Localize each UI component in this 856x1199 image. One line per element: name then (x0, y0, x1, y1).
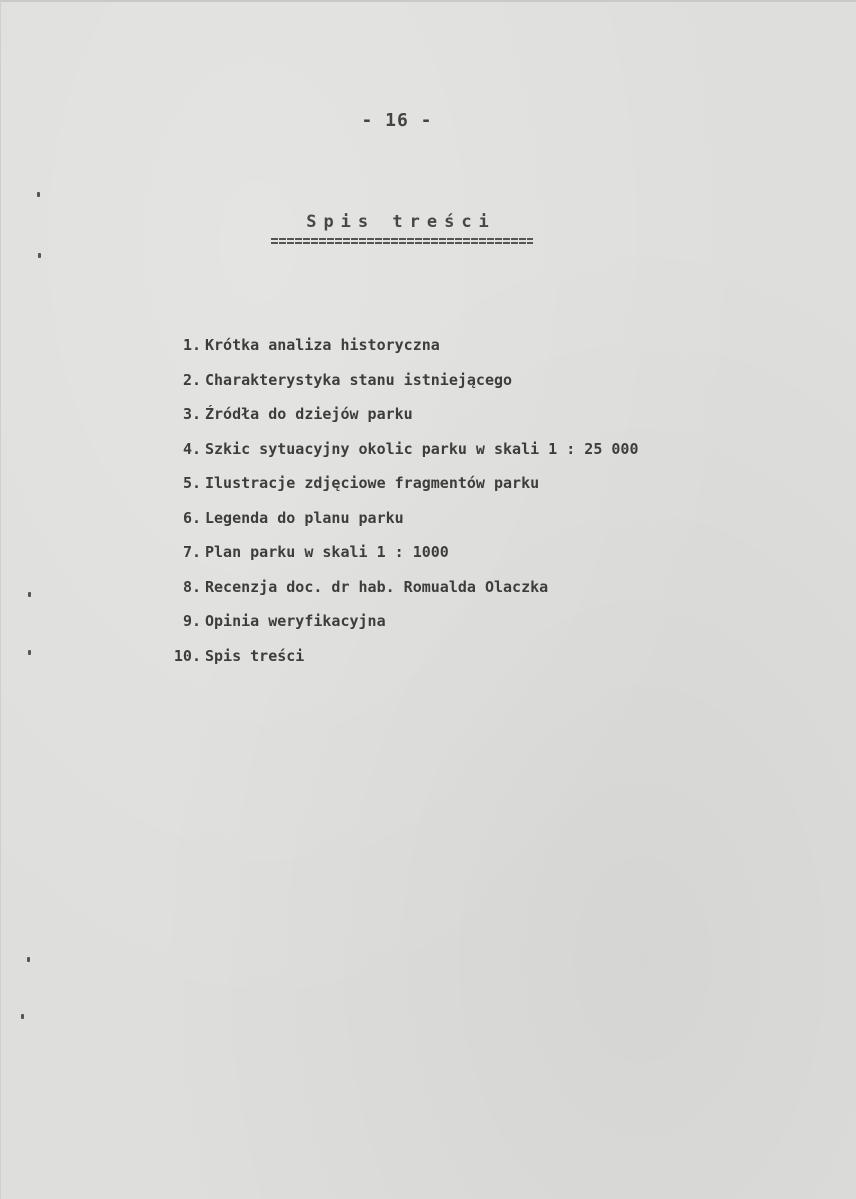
item-number: 1. (182, 336, 201, 354)
page-number: - 16 - (361, 110, 433, 131)
list-item (1, 543, 856, 578)
item-text: Legenda do planu parku (205, 508, 404, 527)
item-number: 4. (182, 439, 201, 458)
margin-mark (37, 192, 40, 197)
item-text: Źródła do dziejów parku (205, 405, 413, 423)
list-item (1, 336, 856, 371)
margin-mark (21, 1014, 24, 1019)
margin-mark (38, 253, 41, 258)
item-number: 8. (182, 577, 201, 596)
item-number: 3. (182, 405, 201, 423)
item-number: 9. (182, 612, 201, 630)
margin-mark (28, 650, 31, 655)
item-number: 2. (182, 370, 201, 389)
margin-mark (28, 592, 31, 597)
list-item (1, 371, 856, 406)
margin-mark (27, 957, 30, 962)
item-text: Charakterystyka stanu istniejącego (205, 370, 513, 389)
item-text: Spis treści (205, 646, 305, 665)
title-underline (271, 238, 533, 245)
item-text: Opinia weryfikacyjna (205, 612, 386, 630)
item-number: 5. (182, 474, 201, 492)
item-text: Plan parku w skali 1 : 1000 (205, 543, 449, 561)
item-text: Ilustracje zdjęciowe fragmentów parku (205, 474, 540, 492)
table-of-contents (1, 336, 856, 681)
list-item (1, 405, 856, 440)
list-item (1, 474, 856, 509)
item-text: Recenzja doc. dr hab. Romualda Olaczka (205, 577, 549, 596)
list-item (1, 578, 856, 613)
item-text: Krótka analiza historyczna (205, 336, 440, 354)
page-title: Spis treści (306, 212, 496, 232)
item-number: 7. (182, 543, 201, 561)
list-item (1, 612, 856, 647)
list-item (1, 440, 856, 475)
list-item (1, 647, 856, 682)
item-number: 6. (182, 508, 201, 527)
item-number: 10. (173, 646, 201, 665)
item-text: Szkic sytuacyjny okolic parku w skali 1 : 25 000 (205, 439, 639, 458)
list-item (1, 509, 856, 544)
